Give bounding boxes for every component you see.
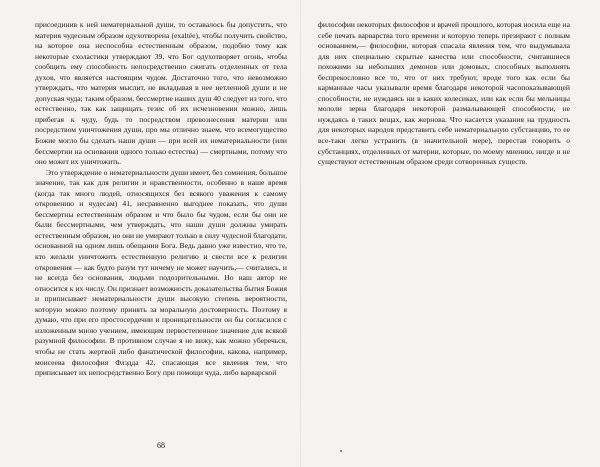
left-paragraph-2: Это утверждение о нематериальности души имеет, без сомнения, большое значение, так как для религии и нравственности, особенно в наше время (когда так много людей, относящихся без всякого уважения к самому откровению и чудесам) 41, несравненно выгоднее показать, что души бессмертны естественным образом и что было бы чудом, если бы они не были бессмертными, чем утверждать, что наши души должны умирать естественным образом, но они не умирают только в силу чудесной благодати, основанной на одном лишь обещании Бога. Ведь давно уже известно, что те, кто желали уничтожить естественную религию и свести все к религии откровения — как будто разум тут ничему не может научить,— считались, и не всегда без основания, людьми подозрительными. Но наш автор не относится к их числу. Он признает возможность доказательства бытия Божия и приписывает нематериальности души высокую степень вероятности, которую можно поэтому принять за моральную достоверность. Поэтому я думаю, что при его простосердечии и проницательности он бы согласился с изложенным мною учением, имеющим первостепенное значение для всякой разумной философии. В противном случае я не вижу, как можно уберечься, чтобы не стать жертвой либо фанатической философии, какова, например, моисеева философия Флэдда 42, спасающая все явления тем, что приписывает их непосредственно Богу при помощи чуда, либо варварской [35,167,287,378]
book-gutter [300,0,301,467]
right-page [318,20,570,168]
left-paragraph-1: присоединив к ней нематериальной души, то оставалось бы допустить, что материя чудесным образом одухотворена (exaltée), чтобы получить свойство, на которое она неспособна естественным образом, подобно тому как некоторые схоластики утверждают 39, что Бог одухотворяет огонь, чтобы сообщить ему способность непосредственно сжигать отделенных от тела духов, что является настоящим чудом. Достаточно того, что невозможно утверждать, что материя мыслит, не вкладывая в нее нетленной души и не допуская чуда; таким образом, бессмертие наших душ 40 следует из того, что естественно, так как защищать тезис об их исчезновении можно, лишь прибегая к чуду, будь то посредством превознесения материи или посредством уничтожения души, про мы отлично знаем, что всемогущество Божие могло бы сделать наши души — при всей их нематериальности (или бессмертии на основании одного только естества) — смертными, потому что оно может их уничтожить. [35,20,287,167]
left-page [35,20,287,379]
scan-artifact-dot [340,450,342,452]
page-number: 68 [157,441,165,450]
right-paragraph-1: философии некоторых философов и врачей прошлого, которая носила еще на себе печать варварства того времени и которую теперь презирают с полным основанием,— философии, которая спасала явления тем, что выдумывала для них специально скрытые качества или способности, считавшиеся похожими на небольших демонов или домовых, способных выполнять беспрекословно все то, что от них требуют, вроде того как если бы карманные часы указывали время благодаря некоторой часопоказывающей способности, не нуждаясь ни в каких колесиках, или как если бы мельницы мололи зерна благодаря некоторой размалывающей способности, не нуждаясь в таких вещах, как жернова. Что касается указания на трудность для некоторых народов представить себе нематериальную субстанцию, то ее все-таки легко устранить (в значительной мере), перестав говорить о субстанциях, отделенных от материи, которые, по моему мнению, нигде и не существуют естественным образом среди сотворенных существ. [318,20,570,167]
